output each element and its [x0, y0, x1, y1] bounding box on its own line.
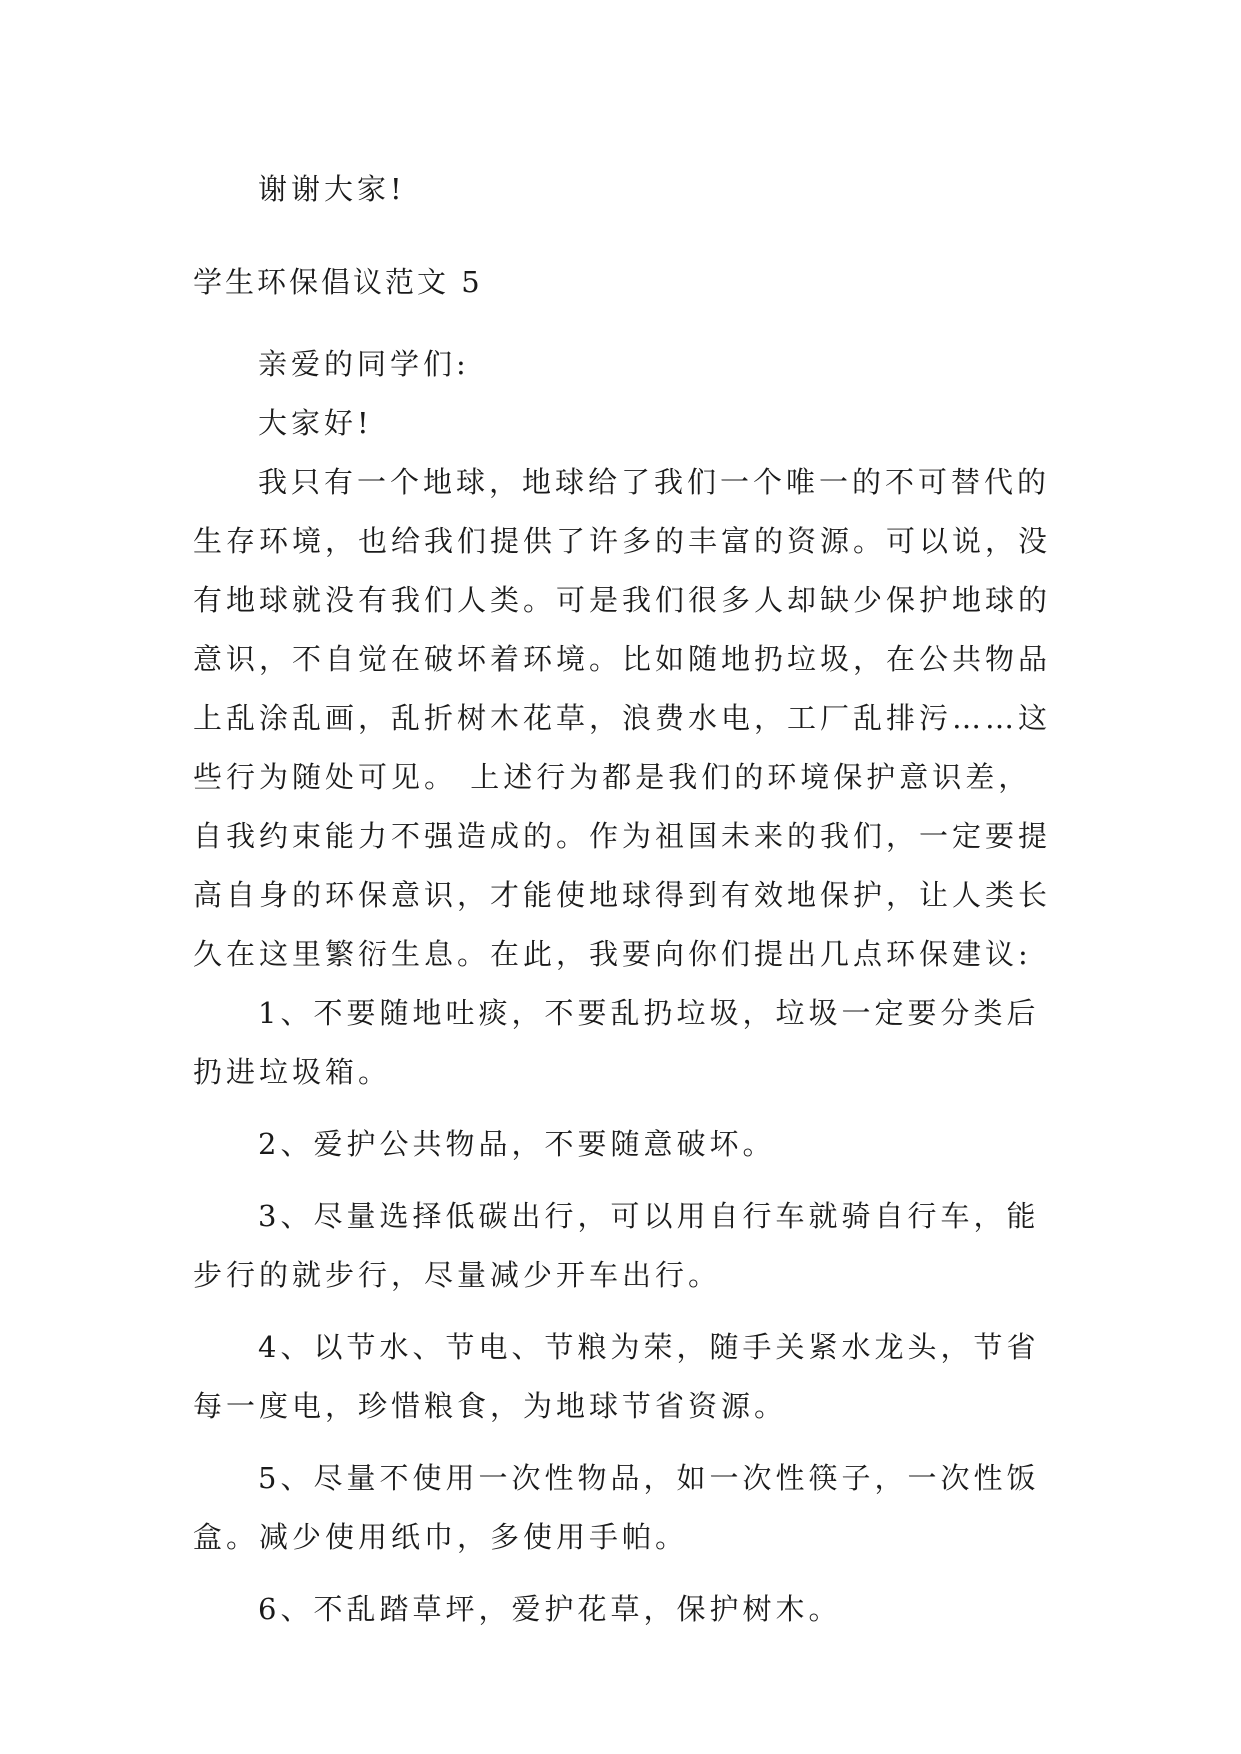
body-line: 高自身的环保意识，才能使地球得到有效地保护，让人类长	[193, 878, 1052, 912]
body-line: 4、以节水、节电、节粮为荣，随手关紧水龙头，节省	[258, 1330, 1040, 1364]
body-line: 大家好!	[258, 406, 373, 440]
document-body	[193, 335, 1055, 1639]
body-line: 步行的就步行，尽量减少开车出行。	[193, 1258, 722, 1292]
body-line: 有地球就没有我们人类。可是我们很多人却缺少保护地球的	[193, 583, 1052, 617]
body-line: 6、不乱踏草坪，爱护花草，保护树木。	[258, 1592, 842, 1626]
closing-line: 谢谢大家!	[258, 172, 406, 206]
body-line: 些行为随处可见。 上述行为都是我们的环境保护意识差，	[193, 760, 1032, 794]
body-line: 自我约束能力不强造成的。作为祖国未来的我们，一定要提	[193, 819, 1052, 853]
body-line: 3、尽量选择低碳出行，可以用自行车就骑自行车，能	[258, 1199, 1040, 1233]
body-line: 1、不要随地吐痰，不要乱扔垃圾，垃圾一定要分类后	[258, 996, 1040, 1030]
body-line: 盒。减少使用纸巾，多使用手帕。	[193, 1520, 689, 1554]
body-line: 上乱涂乱画，乱折树木花草，浪费水电，工厂乱排污……这	[193, 701, 1052, 735]
body-line: 5、尽量不使用一次性物品，如一次性筷子，一次性饭	[258, 1461, 1040, 1495]
body-line: 久在这里繁衍生息。在此，我要向你们提出几点环保建议:	[193, 937, 1032, 971]
body-line: 我只有一个地球，地球给了我们一个唯一的不可替代的	[258, 465, 1051, 499]
body-line: 每一度电，珍惜粮食，为地球节省资源。	[193, 1389, 788, 1423]
body-line: 2、爱护公共物品，不要随意破坏。	[258, 1127, 776, 1161]
body-line: 扔进垃圾箱。	[193, 1055, 392, 1089]
body-line: 生存环境，也给我们提供了许多的丰富的资源。可以说，没	[193, 524, 1052, 558]
body-line: 亲爱的同学们:	[258, 347, 470, 381]
document-title: 学生环保倡议范文 5	[193, 265, 483, 299]
body-line: 意识，不自觉在破坏着环境。比如随地扔垃圾，在公共物品	[193, 642, 1052, 676]
